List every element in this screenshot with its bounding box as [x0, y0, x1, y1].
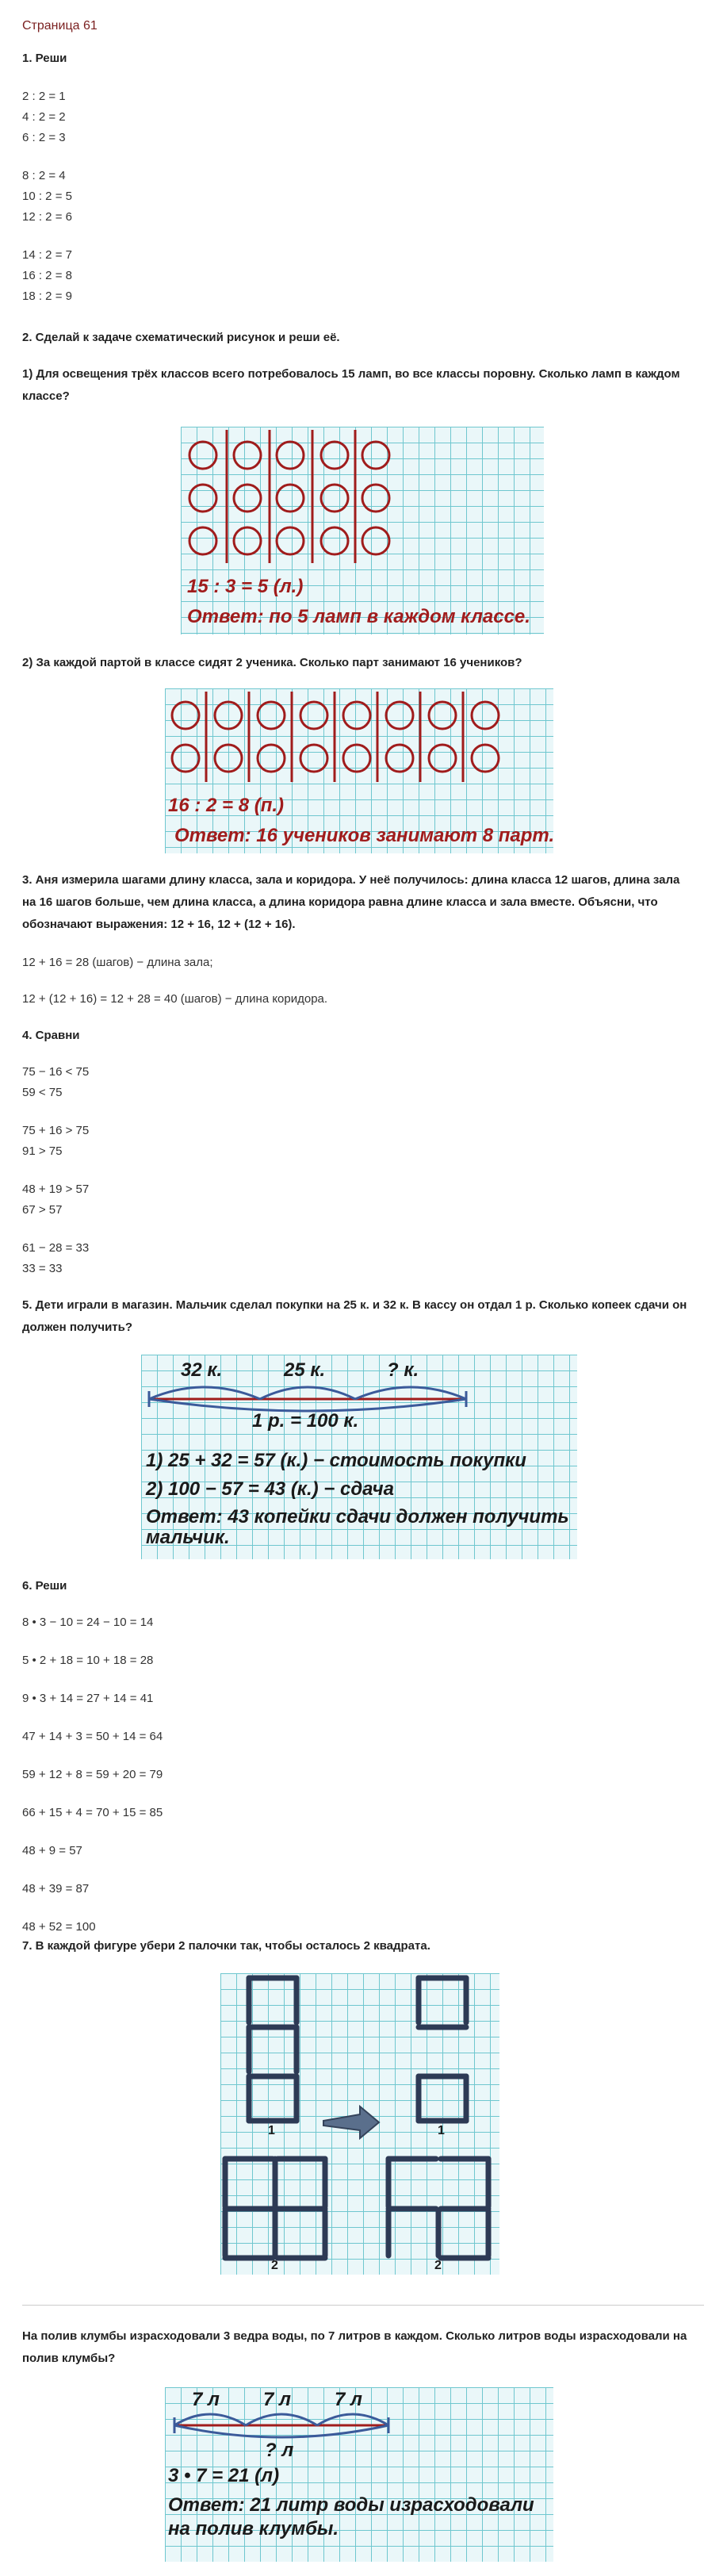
task6-line: 47 + 14 + 3 = 50 + 14 = 64 [22, 1730, 163, 1743]
water-answer: Ответ: 21 литр воды израсходовали на полив клумбы. [168, 2494, 534, 2540]
figure-label-1-right: 1 [438, 2124, 445, 2137]
task6-line: 66 + 15 + 4 = 70 + 15 = 85 [22, 1806, 163, 1819]
shop-label-25: 25 к. [284, 1359, 326, 1381]
task8-text: На полив клумбы израсходовали 3 ведра воды, по 7 литров в каждом. Сколько литров воды израсходовали на полив клумбы? [22, 2329, 687, 2365]
task1-line: 14 : 2 = 7 [22, 248, 72, 262]
lamps-drawing [181, 427, 544, 634]
water-figure [165, 2387, 553, 2562]
arrow-icon [323, 2106, 379, 2138]
task4-line: 67 > 57 [22, 1203, 63, 1217]
shop-solution-2: 2) 100 − 57 = 43 (к.) − сдача [146, 1478, 394, 1500]
lamps-solution: 15 : 3 = 5 (л.) [187, 576, 304, 597]
task7-heading: 7. В каждой фигуре убери 2 палочки так, чтобы осталось 2 квадрата. [22, 1939, 430, 1953]
sticks-drawing [220, 1973, 499, 2275]
task6-line: 8 • 3 − 10 = 24 − 10 = 14 [22, 1616, 154, 1629]
water-label-7-2: 7 л [263, 2389, 291, 2410]
task4-line: 75 + 16 > 75 [22, 1124, 90, 1137]
task1-line: 6 : 2 = 3 [22, 131, 66, 144]
task4-line: 91 > 75 [22, 1144, 63, 1158]
task1-line: 2 : 2 = 1 [22, 90, 66, 103]
task4-line: 48 + 19 > 57 [22, 1183, 90, 1196]
shop-figure [141, 1355, 577, 1559]
task1-line: 8 : 2 = 4 [22, 169, 66, 182]
desks-figure [165, 688, 553, 853]
figure-label-2: 2 [271, 2259, 278, 2272]
task4-line: 75 − 16 < 75 [22, 1065, 90, 1079]
task3-line: 12 + (12 + 16) = 12 + 28 = 40 (шагов) − длина коридора. [22, 992, 328, 1006]
task3-text: 3. Аня измерила шагами длину класса, зала и коридора. У неё получилось: длина класса 12 шагов, длина зала на 16 шагов больше, чем длина класса, а длина коридора равна длине класса и зала вместе. Объясни, что обозначают выражения: 12 + 16, 12 + (12 + 16). [22, 873, 680, 931]
task4-heading: 4. Сравни [22, 1029, 80, 1042]
figure-label-1: 1 [268, 2124, 275, 2137]
desks-answer: Ответ: 16 учеников занимают 8 парт. [174, 825, 555, 846]
shop-label-unknown: ? к. [387, 1359, 419, 1381]
task1-line: 4 : 2 = 2 [22, 110, 66, 124]
task6-line: 5 • 2 + 18 = 10 + 18 = 28 [22, 1654, 154, 1667]
task1-line: 18 : 2 = 9 [22, 289, 72, 303]
water-solution: 3 • 7 = 21 (л) [168, 2465, 280, 2486]
task6-heading: 6. Реши [22, 1579, 67, 1593]
task6-line: 9 • 3 + 14 = 27 + 14 = 41 [22, 1692, 154, 1705]
task6-line: 48 + 39 = 87 [22, 1882, 90, 1896]
shop-answer: Ответ: 43 копейки сдачи должен получить мальчик. [146, 1506, 569, 1548]
shop-label-total: 1 р. = 100 к. [252, 1410, 359, 1432]
shop-label-32: 32 к. [181, 1359, 223, 1381]
water-label-7-3: 7 л [335, 2389, 362, 2410]
task4-line: 33 = 33 [22, 1262, 63, 1275]
task6-line: 59 + 12 + 8 = 59 + 20 = 79 [22, 1768, 163, 1781]
divider [22, 2305, 704, 2306]
task6-line: 48 + 52 = 100 [22, 1920, 96, 1934]
lamps-answer: Ответ: по 5 ламп в каждом классе. [187, 606, 530, 627]
task1-heading: 1. Реши [22, 52, 67, 65]
desks-solution: 16 : 2 = 8 (п.) [168, 795, 285, 816]
task1-line: 12 : 2 = 6 [22, 210, 72, 224]
task4-line: 61 − 28 = 33 [22, 1241, 90, 1255]
page-title: Страница 61 [22, 19, 98, 33]
water-label-total: ? л [265, 2440, 294, 2461]
shop-solution-1: 1) 25 + 32 = 57 (к.) − стоимость покупки [146, 1450, 526, 1471]
lamps-figure [181, 427, 544, 634]
task2-heading: 2. Сделай к задаче схематический рисунок и реши её. [22, 331, 340, 344]
task2-question-1: 1) Для освещения трёх классов всего потребовалось 15 ламп, во все классы поровну. Сколько ламп в каждом классе? [22, 367, 680, 403]
task2-question-2: 2) За каждой партой в классе сидят 2 ученика. Сколько парт занимают 16 учеников? [22, 656, 522, 669]
water-label-7-1: 7 л [192, 2389, 220, 2410]
figure-label-2-right: 2 [434, 2259, 442, 2272]
task6-line: 48 + 9 = 57 [22, 1844, 82, 1857]
task5-text: 5. Дети играли в магазин. Мальчик сделал покупки на 25 к. и 32 к. В кассу он отдал 1 р. Сколько копеек сдачи он должен получить? [22, 1298, 687, 1334]
task1-line: 16 : 2 = 8 [22, 269, 72, 282]
task1-line: 10 : 2 = 5 [22, 190, 72, 203]
task4-line: 59 < 75 [22, 1086, 63, 1099]
sticks-figure [220, 1973, 499, 2275]
task3-line: 12 + 16 = 28 (шагов) − длина зала; [22, 956, 213, 969]
